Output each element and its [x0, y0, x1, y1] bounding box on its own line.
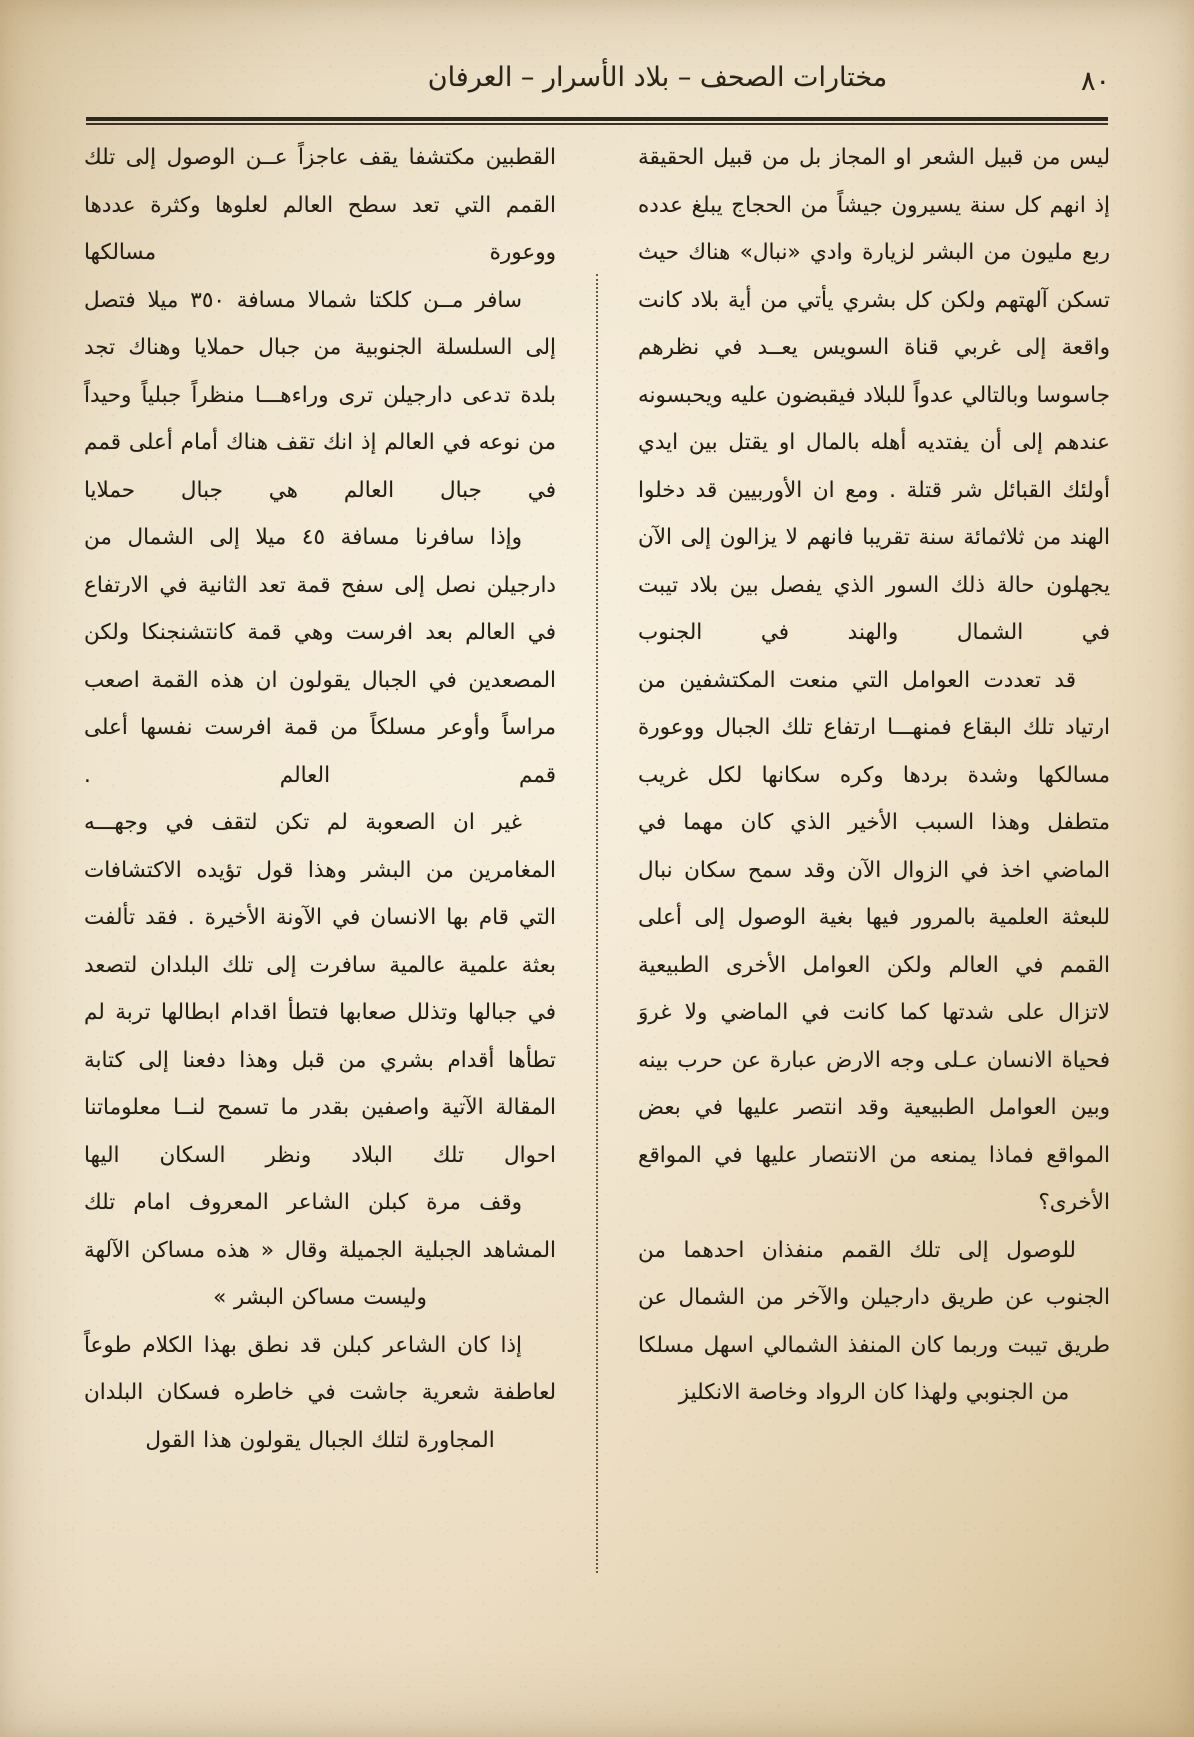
- page-number: ٨٠: [1080, 66, 1110, 97]
- paragraph: ليس من قبيل الشعر او المجاز بل من قبيل الحقيقة إذ انهم كل سنة يسيرون جيشاً من الحجاج يبلغ عدده ربع مليون من البشر لزيارة وادي «نبال» هناك حيث تسكن آلهتهم ولكن كل بشري يأتي من أية بلاد كانت واقعة إلى غربي قناة السويس يعــد في نظرهم جاسوسا وبالتالي عدواً للبلاد فيقبضون عليه ويحبسونه عندهم إلى أن يفتديه أهله بالمال او يقتل بين ايدي أولئك القبائل شر قتلة . ومع ان الأوربيين قد دخلوا الهند من ثلاثمائة سنة تقريبا فانهم لا يزالون إلى الآن يجهلون حالة ذلك السور الذي يفصل بين بلاد تيبت في الشمال والهند في الجنوب: [638, 145, 1110, 645]
- column-divider-dotted-rule: [596, 274, 598, 1573]
- running-header-title: مختارات الصحف – بلاد الأسرار – العرفان: [427, 62, 888, 93]
- page-header: [84, 52, 1110, 114]
- text-column-right: [84, 134, 556, 1693]
- paragraph: وإذا سافرنا مسافة ٤٥ ميلا إلى الشمال من دارجيلن نصل إلى سفح قمة تعد الثانية في الارتفاع في العالم بعد افرست وهي قمة كانتشنجنكا ولكن المصعدين في الجبال يقولون ان هذه القمة اصعب مراساً وأوعر مسلكاً من قمة افرست نفسها أعلى قمم العالم .: [84, 525, 556, 788]
- header-rule-thick: [86, 117, 1108, 121]
- two-column-body: [84, 134, 1110, 1693]
- paragraph: قد تعددت العوامل التي منعت المكتشفين من ارتياد تلك البقاع فمنهـــا ارتفاع تلك الجبال ووعورة مسالكها وشدة بردها وكره سكانها لكل غريب متطفل وهذا السبب الأخير الذي كان مهما في الماضي اخذ في الزوال الآن وقد سمح سكان نبال للبعثة العلمية بالمرور فيها بغية الوصول إلى أعلى القمم في العالم ولكن العوامل الأخرى الطبيعية لاتزال على شدتها كما كانت في الماضي ولا غروَ فحياة الانسان عـلى وجه الارض عبارة عن حرب بينه وبين العوامل الطبيعية وقد انتصر عليها في بعض المواقع فماذا يمنعه من الانتصار عليها في المواقع الأخرى؟: [638, 667, 1110, 1215]
- paragraph: القطبين مكتشفا يقف عاجزاً عــن الوصول إلى تلك القمم التي تعد سطح العالم لعلوها وكثرة عددها ووعورة مسالكها: [84, 145, 556, 265]
- text-column-left: [638, 134, 1110, 1693]
- paragraph: سافر مــن كلكتا شمالا مسافة ٣٥٠ ميلا فتصل إلى السلسلة الجنوبية من جبال حملايا وهناك تجد بلدة تدعى دارجيلن ترى وراءهـــا منظراً جبلياً وحيداً من نوعه في العالم إذ انك تقف هناك أمام أعلى قمم في جبال العالم هي جبال حملايا: [84, 287, 556, 503]
- paragraph: إذا كان الشاعر كبلن قد نطق بهذا الكلام طوعاً لعاطفة شعرية جاشت في خاطره فسكان البلدان المجاورة لتلك الجبال يقولون هذا القول: [84, 1332, 556, 1453]
- paragraph: للوصول إلى تلك القمم منفذان احدهما من الجنوب عن طريق دارجيلن والآخر من الشمال عن طريق تيبت وربما كان المنفذ الشمالي اسهل مسلكا من الجنوبي ولهذا كان الرواد وخاصة الانكليز: [638, 1237, 1110, 1405]
- paragraph: وقف مرة كبلن الشاعر المعروف امام تلك المشاهد الجبلية الجميلة وقال « هذه مساكن الآلهة وليست مساكن البشر »: [84, 1190, 556, 1310]
- paragraph: غير ان الصعوبة لم تكن لتقف في وجهـــه المغامرين من البشر وهذا قول تؤيده الاكتشافات التي قام بها الانسان في الآونة الأخيرة . فقد تألفت بعثة علمية عالمية سافرت إلى تلك البلدان لتصعد في جبالها وتذلل صعابها فتطأ اقدام ابطالها تربة لم تطأها أقدام بشري من قبل وهذا دفعنا إلى كتابة المقالة الآتية واصفين بقدر ما تسمح لنــا معلوماتنا احوال تلك البلاد ونظر السكان اليها: [84, 810, 556, 1168]
- header-rule-thin: [86, 123, 1108, 125]
